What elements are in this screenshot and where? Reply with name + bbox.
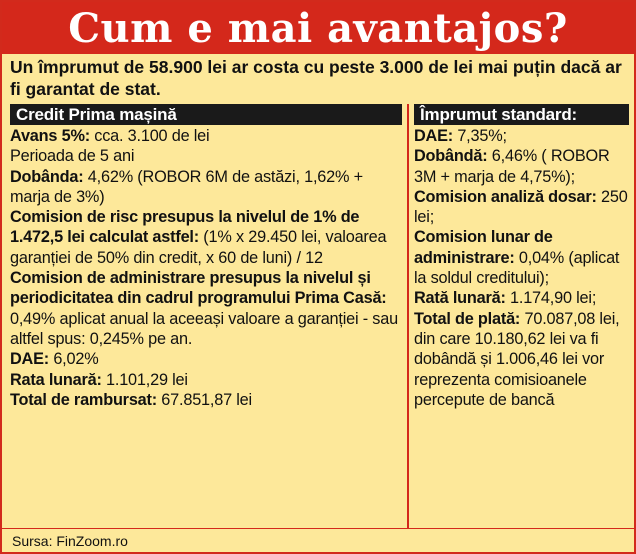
list-item xyxy=(10,370,402,390)
item-value: 0,49% aplicat anual la aceeași valoare a garanției - sau altfel spus: 0,245% pe an. xyxy=(10,309,398,348)
item-value: 4,62% (ROBOR 6M de astăzi, 1,62% + marja de 3%) xyxy=(10,167,363,206)
item-label: DAE: xyxy=(414,127,453,145)
subtitle: Un împrumut de 58.900 lei ar costa cu peste 3.000 de lei mai puțin dacă ar fi garantat de stat. xyxy=(10,57,622,99)
imprumut-standard-column xyxy=(414,104,629,410)
item-label: Dobândă: xyxy=(414,147,488,166)
credit-prima-masina-column xyxy=(10,104,402,410)
list-item xyxy=(414,126,629,146)
item-label: Total de plată: xyxy=(414,309,521,328)
item-label: Comision lunar de administrare: xyxy=(414,228,553,267)
list-item xyxy=(414,146,629,187)
list-item xyxy=(414,309,629,410)
item-label: Total de rambursat: xyxy=(10,390,157,409)
item-label: Comision de administrare presupus la nivelul și periodicitatea din cadrul programului Prima Casă: xyxy=(10,269,387,308)
list-item xyxy=(10,146,402,166)
item-value: 0,04% (aplicat la soldul creditului); xyxy=(414,248,620,288)
item-value: Perioada de 5 ani xyxy=(10,147,135,166)
item-value: cca. 3.100 de lei xyxy=(89,127,210,145)
item-label: Comision analiză dosar: xyxy=(414,187,597,206)
title-bar xyxy=(2,2,634,54)
item-value: 70.087,08 lei, din care 10.180,62 lei va fi dobândă și 1.006,46 lei vor reprezenta comisioanele percepute de bancă xyxy=(414,309,620,409)
left-column-header: Credit Prima mașină xyxy=(10,104,402,125)
item-value: 250 lei; xyxy=(414,187,628,227)
list-item xyxy=(414,227,629,288)
item-value: 7,35%; xyxy=(453,127,507,145)
page-title: Cum e mai avantajos? xyxy=(68,4,568,52)
list-item xyxy=(10,268,402,349)
item-value: 1.174,90 lei; xyxy=(505,289,597,308)
list-item xyxy=(414,187,629,228)
item-value: 1.101,29 lei xyxy=(101,370,188,389)
item-value: 67.851,87 lei xyxy=(156,390,252,409)
column-divider xyxy=(407,104,409,528)
item-label: Dobânda: xyxy=(10,167,84,186)
right-column-header: Împrumut standard: xyxy=(414,104,629,125)
list-item xyxy=(414,288,629,308)
list-item xyxy=(10,207,402,268)
list-item xyxy=(10,349,402,369)
item-value: (1% x 29.450 lei, valoarea garanției de 50% din credit, x 60 de luni) / 12 xyxy=(10,228,387,267)
item-label: Rată lunară: xyxy=(414,289,506,308)
item-label: DAE: xyxy=(10,350,49,369)
item-label: Avans 5%: xyxy=(10,127,90,145)
list-item xyxy=(10,126,402,146)
item-value: 6,46% ( ROBOR 3M + marja de 4,75%); xyxy=(414,147,610,186)
source-credit: Sursa: FinZoom.ro xyxy=(2,528,634,552)
item-label: Rata lunară: xyxy=(10,370,102,389)
item-label: Comision de risc presupus la nivelul de 1% de 1.472,5 lei calculat astfel: xyxy=(10,208,360,247)
list-item xyxy=(10,167,402,208)
list-item xyxy=(10,390,402,410)
item-value: 6,02% xyxy=(49,350,99,369)
